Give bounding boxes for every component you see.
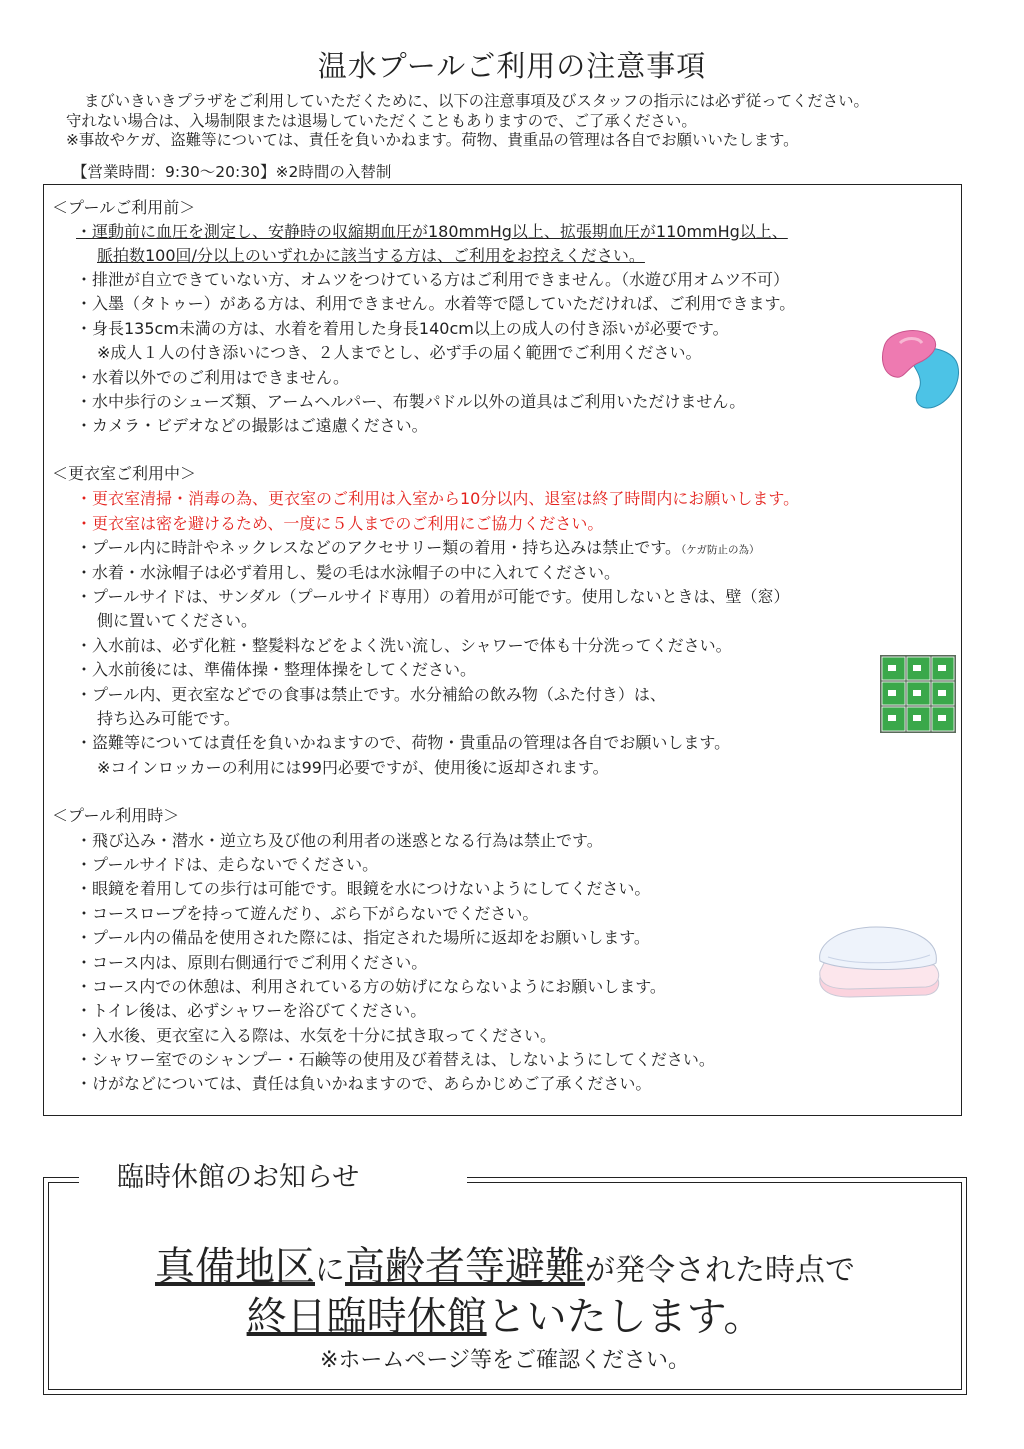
rule-line: ・プールサイドは、走らないでください。: [76, 855, 379, 874]
rule-line: ・水中歩行のシューズ類、アームヘルパー、布製パドル以外の道具はご利用いただけません。: [76, 392, 746, 411]
rule-line: ・眼鏡を着用しての歩行は可能です。眼鏡を水につけないようにしてください。: [76, 879, 651, 898]
notice-area: 真備地区: [155, 1244, 315, 1290]
locker-icon: [880, 655, 956, 733]
rule-line-red: ・更衣室は密を避けるため、一度に５人までのご利用にご協力ください。: [76, 514, 604, 533]
towel-icon: [814, 925, 944, 999]
notice-text: に: [315, 1253, 345, 1288]
rule-line: [76, 535, 760, 558]
rule-line: ・入水前は、必ず化粧・整髪料などをよく洗い流し、シャワーで体も十分洗ってください。: [76, 636, 732, 655]
notice-text: が発令された時点で: [585, 1253, 855, 1288]
rule-line: ・コースロープを持って遊んだり、ぶら下がらないでください。: [76, 904, 539, 923]
notice-evacuation: 高齢者等避難: [345, 1244, 585, 1290]
rule-line: ・入水後、更衣室に入る際は、水気を十分に拭き取ってください。: [76, 1026, 557, 1045]
business-hours: 【営業時間：9:30〜20:30】※2時間の入替制: [72, 163, 392, 181]
rule-line: ・運動前に血圧を測定し、安静時の収縮期血圧が180mmHg以上、拡張期血圧が110mmHg以上、: [76, 222, 788, 241]
rule-line: ・水着以外でのご利用はできません。: [76, 368, 349, 387]
rule-line: ・身長135cm未満の方は、水着を着用した身長140cm以上の成人の付き添いが必要です。: [76, 319, 729, 338]
rule-line: ・飛び込み・潜水・逆立ち及び他の利用者の迷惑となる行為は禁止です。: [76, 831, 603, 850]
intro-line: ※事故やケガ、盗難等については、責任を負いかねます。荷物、貴重品の管理は各自でお願いいたします。: [66, 131, 799, 149]
intro-text: [66, 92, 986, 151]
rule-line: ・プール内、更衣室などでの食事は禁止です。水分補給の飲み物（ふた付き）は、: [76, 685, 666, 704]
rules-box: [43, 184, 962, 1116]
notice-closure: 終日臨時休館: [246, 1294, 487, 1340]
rule-line: ・入水前後には、準備体操・整理体操をしてください。: [76, 660, 477, 679]
rule-line: ・コース内は、原則右側通行でご利用ください。: [76, 953, 428, 972]
notice-heading: 臨時休館のお知らせ: [117, 1162, 360, 1193]
rule-line: ・水着・水泳帽子は必ず着用し、髪の毛は水泳帽子の中に入れてください。: [76, 563, 621, 582]
rule-line: ・排泄が自立できていない方、オムツをつけている方はご利用できません。（水遊び用オムツ不可）: [76, 270, 789, 289]
rule-line: ・シャワー室でのシャンプー・石鹸等の使用及び着替えは、しないようにしてください。: [76, 1050, 715, 1069]
rule-line: ※コインロッカーの利用には99円必要ですが、使用後に返却されます。: [97, 758, 609, 777]
rule-text: ・プール内に時計やネックレスなどのアクセサリー類の着用・持ち込みは禁止です。: [76, 538, 681, 557]
notice-text: といたします。: [486, 1294, 764, 1340]
intro-line: まびいきいきプラザをご利用していただくために、以下の注意事項及びスタッフの指示には必ず従ってください。: [84, 92, 869, 110]
page-title: 温水プールご利用の注意事項: [317, 49, 707, 83]
rule-line-red: ・更衣室清掃・消毒の為、更衣室のご利用は入室から10分以内、退室は終了時間内にお願いします。: [76, 489, 800, 508]
rule-line: 脈拍数100回/分以上のいずれかに該当する方は、ご利用をお控えください。: [97, 246, 645, 265]
rule-line: ・プール内の備品を使用された際には、指定された場所に返却をお願いします。: [76, 928, 650, 947]
rule-line: ・カメラ・ビデオなどの撮影はご遠慮ください。: [76, 416, 428, 435]
closure-notice: [43, 1163, 967, 1395]
section-title-before: ＜プールご利用前＞: [52, 198, 196, 217]
intro-line: 守れない場合は、入場制限または退場していただくこともありますので、ご了承ください。: [66, 111, 697, 130]
rule-line: ・コース内での休憩は、利用されている方の妨げにならないようにお願いします。: [76, 977, 666, 996]
rule-line: ・トイレ後は、必ずシャワーを浴びてください。: [76, 1001, 427, 1020]
notice-line-1: [43, 1235, 967, 1292]
rule-line: ・入墨（タトゥー）がある方は、利用できません。水着等で隠していただければ、ご利用できます。: [76, 294, 796, 313]
rule-line: ・盗難等については責任を負いかねますので、荷物・貴重品の管理は各自でお願いします。: [76, 733, 731, 752]
rule-line: ・けがなどについては、責任は負いかねますので、あらかじめご了承ください。: [76, 1074, 652, 1093]
section-title-pool: ＜プール利用時＞: [52, 806, 180, 825]
section-title-locker: ＜更衣室ご利用中＞: [52, 464, 197, 483]
rule-line: ・プールサイドは、サンダル（プールサイド専用）の着用が可能です。使用しないときは、壁（窓）: [76, 587, 790, 606]
rule-line: 持ち込み可能です。: [97, 709, 240, 728]
rule-line: 側に置いてください。: [97, 611, 258, 630]
rule-line: ※成人１人の付き添いにつき、２人までとし、必ず手の届く範囲でご利用ください。: [97, 343, 702, 362]
rule-note: （ケガ防止の為）: [680, 544, 760, 556]
kickboard-icon: [878, 325, 964, 415]
notice-line-3: ※ホームページ等をご確認ください。: [320, 1348, 690, 1373]
notice-line-2: [43, 1285, 967, 1342]
